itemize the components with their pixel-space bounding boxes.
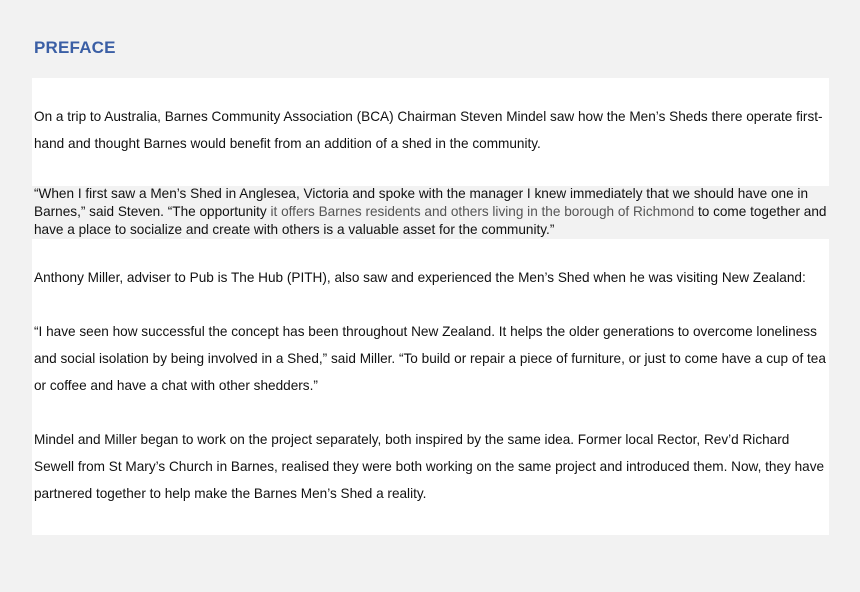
quote-part-3: to come together and have a place to socialize and create with others is a valuable asset for the community.” <box>34 204 827 237</box>
paragraph-partnership: Mindel and Miller began to work on the project separately, both inspired by the same idea. Former local Rector, Rev’d Richard Sewell from St Mary’s Church in Barnes, realised they were both working on the same project and introduced them. Now, they have partnered together to help make the Barnes Men’s Shed a reality. <box>34 432 825 501</box>
paragraph-miller-quote: “I have seen how successful the concept has been throughout New Zealand. It helps the older generations to overcome loneliness and social isolation by being involved in a Shed,” said Miller. “To build or repair a piece of furniture, or just to come have a cup of tea or coffee and have a chat with other shedders.” <box>34 324 826 393</box>
paragraph-miller-intro: Anthony Miller, adviser to Pub is The Hub (PITH), also saw and experienced the Men’s Shed when he was visiting New Zealand: <box>34 270 806 285</box>
section-heading: PREFACE <box>34 38 116 57</box>
quote-part-2: it offers Barnes residents and others living in the borough of Richmond <box>270 204 695 219</box>
paragraph-steven-quote <box>34 185 830 239</box>
quote-part-1: “When I first saw a Men’s Shed in Anglesea, Victoria and spoke with the manager I knew immediately that we should have one in Barnes,” said Steven. “The opportunity <box>34 186 809 219</box>
paragraph-intro: On a trip to Australia, Barnes Community Association (BCA) Chairman Steven Mindel saw how the Men’s Sheds there operate first-hand and thought Barnes would benefit from an addition of a shed in the community. <box>34 109 823 151</box>
